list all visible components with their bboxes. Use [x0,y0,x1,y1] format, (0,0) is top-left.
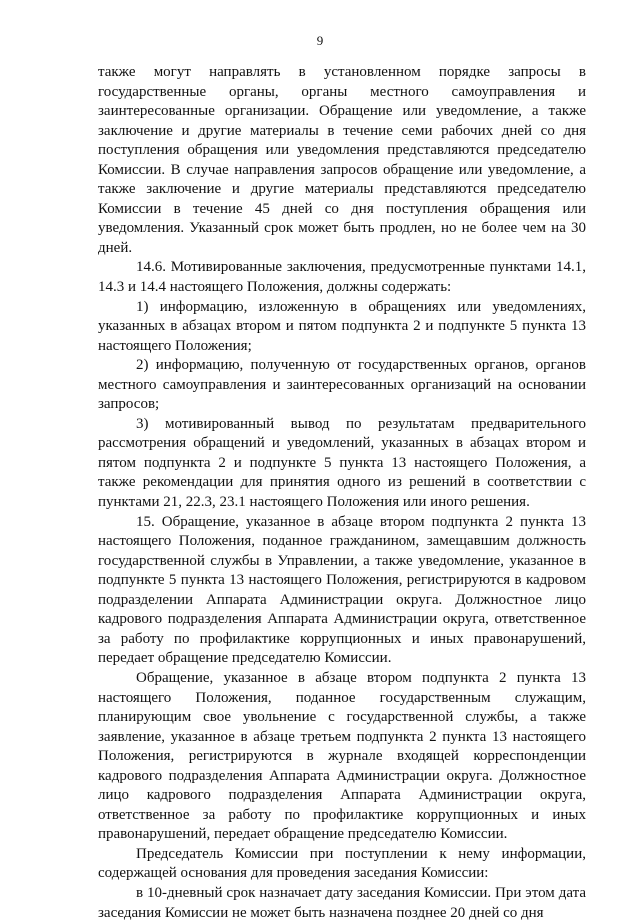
paragraph-continuation: также могут направлять в установленном порядке запросы в государственные органы, органы местного самоуправления и заинтересованные организации. Обращение или уведомление, а также заключение и другие материалы в течение семи рабочих дней со дня поступления обращения или уведомления представляются председателю Комиссии. В случае направления запросов обращение или уведомление, а также заключение и другие материалы представляются председателю Комиссии в течение 45 дней со дня поступления обращения или уведомления. Указанный срок может быть продлен, но не более чем на 30 дней. [98,64,586,256]
paragraph-chairman: Председатель Комиссии при поступлении к нему информации, содержащей основания для проведения заседания Комиссии: [98,845,586,882]
paragraph-10-day-term: в 10-дневный срок назначает дату заседания Комиссии. При этом дата заседания Комиссии не может быть назначена позднее 20 дней со дня [98,884,586,921]
paragraph-15: 15. Обращение, указанное в абзаце втором подпункта 2 пункта 13 настоящего Положения, поданное гражданином, замещавшим должность государственной службы в Управлении, а также уведомление, указанное в подпункте 5 пункта 13 настоящего Положения, регистрируются в кадровом подразделении Аппарата Администрации округа. Должностное лицо кадрового подразделения Аппарата Администрации округа, ответственное за работу по профилактике коррупционных и иных правонарушений, передает обращение председателю Комиссии. [98,513,586,667]
document-body [98,63,586,923]
paragraph-item-1: 1) информацию, изложенную в обращениях или уведомлениях, указанных в абзацах втором и пятом подпункта 2 и подпункте 5 пункта 13 настоящего Положения; [98,298,586,354]
paragraph-item-3: 3) мотивированный вывод по результатам предварительного рассмотрения обращений и уведомлений, указанных в абзацах втором и пятом подпункта 2 и подпункте 5 пункта 13 настоящего Положения, а также рекомендации для принятия одного из решений в соответствии с пунктами 21, 22.3, 23.1 настоящего Положения или иного решения. [98,415,586,511]
paragraph-15-second: Обращение, указанное в абзаце втором подпункта 2 пункта 13 настоящего Положения, поданное государственным служащим, планирующим свое увольнение с государственной службы, а также заявление, указанное в абзаце третьем подпункта 2 пункта 13 настоящего Положения, регистрируются в журнале входящей корреспонденции кадрового подразделения Аппарата Администрации округа. Должностное лицо кадрового подразделения Аппарата Администрации округа, ответственное за работу по профилактике коррупционных и иных правонарушений, передает обращение председателю Комиссии. [98,669,586,843]
paragraph-item-2: 2) информацию, полученную от государственных органов, органов местного самоуправления и заинтересованных организаций на основании запросов; [98,357,586,413]
page-number: 9 [316,33,324,48]
paragraph-14-6: 14.6. Мотивированные заключения, предусмотренные пунктами 14.1, 14.3 и 14.4 настоящего Положения, должны содержать: [98,259,586,296]
